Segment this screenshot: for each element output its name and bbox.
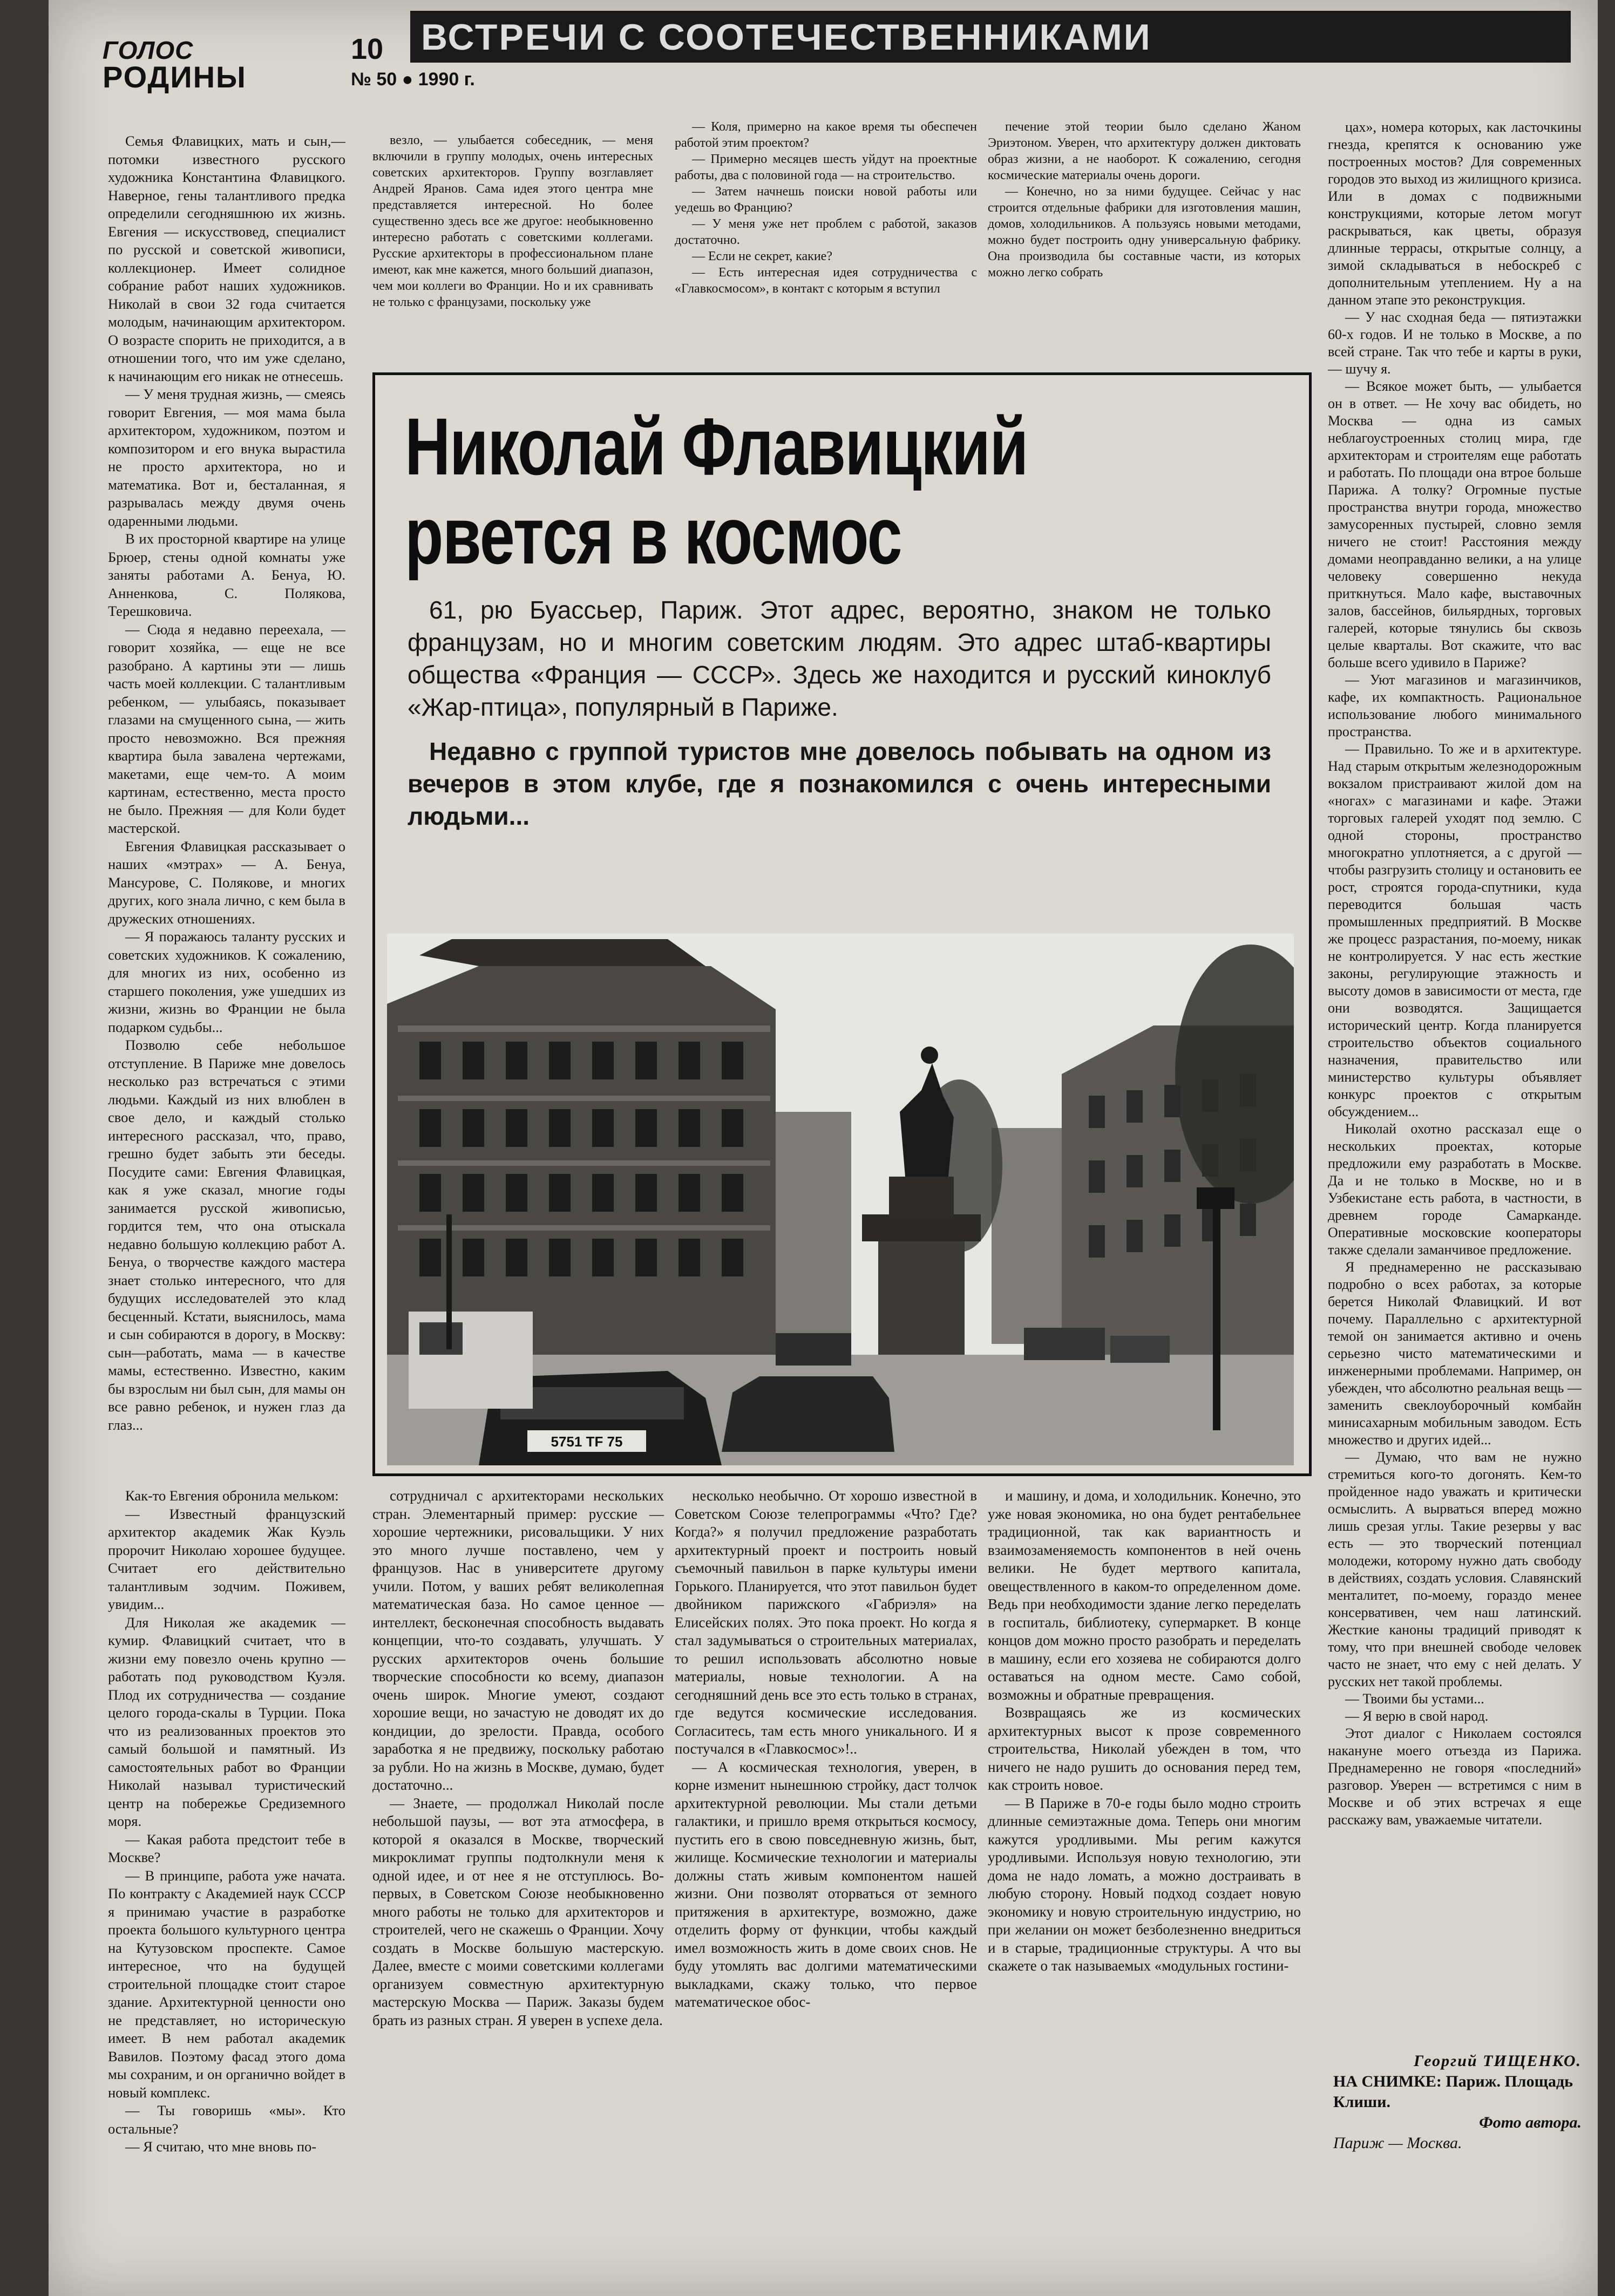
- paragraph: — Известный французский архитектор академик Жак Куэль пророчит Николаю хорошее будущее. Считает его действительно талантливым зодчим. Поживем, увидим...: [108, 1505, 345, 1612]
- photo-caption: НА СНИМКЕ: Париж. Площадь Клиши.: [1333, 2073, 1573, 2111]
- paragraph: — У меня уже нет проблем с работой, заказов достаточно.: [675, 217, 977, 247]
- logo-line2: РОДИНЫ: [103, 60, 247, 94]
- paragraph: — Твоими бы устами...: [1345, 1691, 1484, 1707]
- column-1-top: [108, 132, 345, 1476]
- paragraph: — Правильно. То же и в архитектуре. Над старым открытым железнодорожным вокзалом пристраивают жилой дом на «ногах» с магазинами и кафе. Этажи торговых галерей уходят под землю. С одной стороны, пространство многократно уплотняется, а с другой — чтобы разгрузить столицу и остановить ее рост, строятся города-спутники, куда переводится большая часть промышленных предприятий. В Москве же процесс разрастания, по-моему, никак не контролируется. У нас есть жесткие законы, регулирующие этажность и высоту домов в зависимости от места, где они возводятся. Защищается исторический центр. Когда планируется строительство объектов социального назначения, правительство или министерство культуры объявляет конкурс проектов с открытым обсуждением...: [1328, 741, 1582, 1119]
- paragraph: Возвращаясь же из космических архитектурных высот к прозе современного строительства, Николай убежден в том, что ничего не надо рушить до основания перед тем, как строить новое.: [988, 1704, 1301, 1793]
- column-4-top: [988, 119, 1301, 359]
- column-1-bottom: [108, 1487, 345, 2232]
- license-plate: 5751 TF 75: [551, 1434, 623, 1450]
- page-number: 10: [351, 33, 384, 65]
- logo-line1: ГОЛОС: [103, 36, 194, 64]
- paragraph: Семья Флавицких, мать и сын,— потомки известного русского художника Константина Флавицкого. Наверное, гены талантливого предка определили сегодняшнюю их жизнь. Евгения — искусствовед, специалист по русской и советской живописи, коллекционер. Имеет солидное собрание работ наших художников. Николай в свои 32 года считается молодым, начинающим архитектором. О возрасте спорить не приходится, а в отношении того, что им уже сделано, к начинающим его никак не отнесешь.: [108, 133, 345, 384]
- paragraph: — А космическая технология, уверен, в корне изменит нынешнюю стройку, даст толчок архитектурной революции. Мы стали детьми галактики, и пришло время открыться космосу, пустить его в свою повседневную жизнь, быт, жилище. Космические технологии и материалы должны стать живым компонентом нашей жизни. Они позволят оторваться от земного притяжения в архитектуре, возможно, даже отделить форму от функции, чтобы каждый имел возможность жить в доме своих снов. Не буду утомлять вас долгими математическими выкладками, скажу только, что первое математическое обос-: [675, 1758, 977, 2010]
- column-2-bottom: [372, 1487, 664, 2232]
- paragraph: цах», номера которых, как ласточкины гнезда, крепятся к основанию уже построенных мостов? Для современных городов это выход из жилищного кризиса. Или в домах с подвижными конструкциями, которые летом могут раскрываться, как цветы, образуя длинные террасы, открытые солнцу, а зимой складываться в небоскреб с дополнительным утеплением. Ну а на данном этапе это реконструкция.: [1328, 119, 1582, 308]
- paragraph: — Я верю в свой народ.: [1345, 1708, 1489, 1724]
- paragraph: — Сюда я недавно переехала, — говорит хозяйка, — еще не все разобрано. А картины эти — лишь часть моей коллекции. С талантливым ребенком, — улыбаясь, показывает глазами на смущенного сына, — жить просто невозможно. Вся прежняя квартира была завалена чертежами, макетами, еще чем-то. А моим картинам, естественно, места просто не было. Прежняя — для Коли будет мастерской.: [108, 621, 345, 836]
- paragraph: — Конечно, но за ними будущее. Сейчас у нас строится отдельные фабрики для изготовления машин, домов, холодильников. А пользуясь новыми методами, можно будет построить одну универсальную фабрику. Она производила бы составные части, из которых можно легко собрать: [988, 185, 1301, 280]
- paragraph: Я преднамеренно не рассказываю подробно о всех работах, за которые берется Николай Флавицкий. И вот почему. Параллельно с архитектурной темой он занимается активно и очень серьезно чисто математическими и инженерными проблемами. Например, он убежден, что абсолютно реальная вещь — заменить свеклоуборочный комбайн минисахарным мобильным заводом. Есть множество и других идей...: [1328, 1259, 1582, 1448]
- paragraph: — Уют магазинов и магазинчиков, кафе, их компактность. Рациональное использование любого минимального пространства.: [1328, 672, 1582, 739]
- paragraph: сотрудничал с архитекторами нескольких стран. Элементарный пример: русские — хорошие чертежники, рисовальщики. У них это много лучше поставлено, чем у французов. Нас в университете другому учили. Потом, у ваших ребят великолепная математическая база. Но самое ценное — интеллект, бесконечная способность выдавать концепции, что-то создавать, улучшать. У русских архитекторов очень большие творческие способности ко всему, диапазон очень широк. Многие умеют, создают хорошие вещи, но зачастую не доводят их до кондиции, до зрелости. Правда, особого заработка я не предвижу, поскольку работаю за рубли. Но на жизнь в Москве, думаю, будет достаточно...: [372, 1487, 664, 1793]
- paragraph: и машину, и дома, и холодильник. Конечно, это уже новая экономика, но она будет рентабельнее традиционной, так как вариантность и взаимозаменяемость компонентов в ней очень велики. Не будет мертвого капитала, овеществленного в каком-то определенном доме. Ведь при необходимости здание легко переделать в госпиталь, библиотеку, супермаркет. В конце концов дом можно просто разобрать и переделать в машину, если его хозяева не собираются долго оставаться на одном месте. Само собой, возможны и обратные превращения.: [988, 1487, 1301, 1703]
- paragraph: — Примерно месяцев шесть уйдут на проектные работы, два с половиной года — на строительство.: [675, 152, 977, 182]
- paragraph: — Я поражаюсь таланту русских и советских художников. К сожалению, для многих из них, особенно из старшего поколения, уже ушедших из жизни, жизнь во Франции не была подарком судьбы...: [108, 928, 345, 1035]
- lead-paragraph-1: 61, рю Буассьер, Париж. Этот адрес, вероятно, знаком не только французам, но и многим советским людям. Это адрес штаб-квартиры общества «Франция — СССР». Здесь же находится и русский киноклуб «Жар-птица», популярный в Париже.: [408, 596, 1271, 721]
- photo-credit: Фото автора.: [1479, 2114, 1582, 2131]
- headline-line2: рвется в космос: [405, 490, 902, 581]
- paragraph: печение этой теории было сделано Жаном Эриэтоном. Уверен, что архитектуру должен диктовать образ жизни, а не наоборот. К сожалению, сегодня космические материалы очень дороги.: [988, 120, 1301, 182]
- byline-block: [1333, 2051, 1582, 2154]
- column-2-top: [372, 132, 653, 359]
- issue-number: № 50 ● 1990 г.: [351, 69, 475, 90]
- paragraph: Позволю себе небольшое отступление. В Париже мне довелось несколько раз встречаться с этими людьми. Каждый из них влюблен в свое дело, и каждый столько интересного рассказал, что, право, грешно будет забыть эти беседы. Посудите сами: Евгения Флавицкая, как я уже сказал, многие годы занимается русской живописью, гордится тем, что она отыскала недавно большую коллекцию работ А. Бенуа, о творчестве каждого мастера знает столько интересного, что для будущих исследователей это клад бесценный. Кстати, выяснилось, мама и сын собираются в дорогу, в Москву: сын—работать, мама — в качестве мамы, естественно. Известно, каким бы взрослым ни был сын, для мамы он все равно ребенок, и нужен глаз да глаз...: [108, 1037, 345, 1433]
- rubric-banner: [410, 11, 1571, 63]
- paragraph: — Всякое может быть, — улыбается он в ответ. — Не хочу вас обидеть, но Москва — одна из самых неблагоустроенных столиц мира, где архитекторам и строителям еще работать и работать. По площади она втрое больше Парижа. А толку? Огромные пустые пространства внутри города, множество замусоренных пустырей, словно земля ничего не стоит! Расстояния между домами неоправданно велики, а на улице человеку совершенно некуда приткнуться. Мало кафе, выставочных залов, бассейнов, бильярдных, торговых галерей, которые тянулись бы сквозь целые кварталы. Вот скажите, что вас больше всего удивило в Париже?: [1328, 378, 1582, 670]
- newspaper-page: [49, 0, 1598, 2296]
- paragraph: — У нас сходная беда — пятиэтажки 60-х годов. И не только в Москве, а по всей стране. Так что тебе и карты в руки, — шучу я.: [1328, 309, 1582, 377]
- paragraph: — У меня трудная жизнь, — смеясь говорит Евгения, — моя мама была архитектором, художником, поэтом и композитором и его внука вырастила не просто архитектора, но и математика. Вот и, бесталанная, я разрывалась между двумя очень одаренными людьми.: [108, 386, 345, 529]
- column-3-top: [675, 119, 977, 359]
- paragraph: Николай охотно рассказал еще о нескольких проектах, которые предложили ему разработать в Москве. Да и не только в Москве, но и в Узбекистане есть работа, в частности, в древнем городе Самарканде. Оперативные московские кооператоры также сделали заманчивое предложение.: [1328, 1121, 1582, 1258]
- photo-place-clichy: [387, 934, 1294, 1465]
- paragraph: — Есть интересная идея сотрудничества с «Главкосмосом», в контакт с которым я вступил: [675, 266, 977, 296]
- paragraph: Евгения Флавицкая рассказывает о наших «мэтрах» — А. Бенуа, Мансурове, С. Полякове, и многих других, кого знала лично, с кем была в дружеских отношениях.: [108, 838, 345, 927]
- paragraph: — Какая работа предстоит тебе в Москве?: [108, 1831, 345, 1865]
- article-headline: [405, 402, 1087, 580]
- col2-top-text: везло, — улыбается собеседник, — меня включили в группу молодых, очень интересных советских архитекторов. Группу возглавляет Андрей Яранов. Сама идея этого центра мне представляется интересной. Но более существенно здесь все же другое: необыкновенно интересно работать с советскими коллегами. Русские архитекторы в профессиональном плане имеют, как мне кажется, много больший диапазон, чем мои коллеги во Франции. Но и их сравнивать не только с французами, поскольку уже: [372, 133, 653, 309]
- author-name: Георгий ТИЩЕНКО.: [1414, 2052, 1582, 2070]
- paragraph: Как-то Евгения обронила мельком:: [125, 1487, 339, 1504]
- headline-line1: Николай Флавицкий: [405, 401, 1028, 492]
- paragraph: Этот диалог с Николаем состоялся накануне моего отъезда из Парижа. Преднамеренно не говоря «последний» разговор. Уверен — встретимся с ним в Москве и об этих встречах я еще расскажу вам, уважаемые читатели.: [1328, 1726, 1582, 1828]
- paragraph: — Ты говоришь «мы». Кто остальные?: [108, 2102, 345, 2137]
- paragraph: Для Николая же академик — кумир. Флавицкий считает, что в жизни ему повезло очень крупно — работать под руководством Куэля. Плод их сотрудничества — создание целого города-скалы в Турции. Пока что из реализованных проектов это самый большой и памятный. Из самостоятельных работ во Франции Николай называл туристический центр на побережье Средиземного моря.: [108, 1614, 345, 1829]
- column-5: [1328, 119, 1582, 2040]
- paragraph: — Думаю, что вам не нужно стремиться кого-то догонять. Кем-то пройденное надо уважать и критически осмыслить. А вырваться вперед можно лишь срезая углы. Такие резервы у вас есть — это творческий потенциал молодежи, которому нужно дать свободу в действиях, создать условия. Славянский менталитет, по-моему, гораздо менее консервативен, чем наш латинский. Жесткие каноны традиций приводят к тому, что при внешней свободе человек часто не знает, что ему с ней делать. У русских нет такой проблемы.: [1328, 1449, 1582, 1689]
- paragraph: — Коля, примерно на какое время ты обеспечен работой этим проектом?: [675, 120, 977, 150]
- paragraph: — Если не секрет, какие?: [692, 249, 832, 263]
- paragraph: — Я считаю, что мне вновь по-: [125, 2138, 317, 2155]
- paragraph: — В принципе, работа уже начата. По контракту с Академией наук СССР я принимаю участие в разработке проекта большого культурного центра на Кутузовском проспекте. Самое интересное, что на будущей строительной площадке стоит старое здание. Архитектурной ценности оно не представляет, но историческую имеет. В нем работал академик Вавилов. Поэтому фасад этого дома мы сохраним, и он органично войдет в новый комплекс.: [108, 1867, 345, 2101]
- column-4-bottom: [988, 1487, 1301, 2237]
- column-3-bottom: [675, 1487, 977, 2232]
- dateline: Париж — Москва.: [1333, 2134, 1462, 2152]
- paragraph: несколько необычно. От хорошо известной в Советском Союзе телепрограммы «Что? Где? Когда?» я получил предложение разработать архитектурный проект и построить новый съемочный павильон в парке культуры имени Горького. Планируется, что этот павильон будет двойником парижского «Габриэля» на Елисейских полях. Это пока проект. Но когда я стал задумываться о строительных материалах, то решил использовать абсолютно новые материалы, новые технологии. А на сегодняшний день все это есть только в странах, где ведутся космические исследования. Согласитесь, там есть много уникального. И я постучался в «Главкосмос»!..: [675, 1487, 977, 1757]
- headline-box: [372, 372, 1312, 1476]
- paragraph: — Знаете, — продолжал Николай после небольшой паузы, — вот эта атмосфера, в которой я оказался в Москве, творческий микроклимат группы подтолкнули меня к одной идее, и от нее я не отступлюсь. Во-первых, в Советском Союзе необыкновенно много работы не только для архитекторов и строителей, чего не скажешь о Франции. Хочу создать в Москве большую мастерскую. Далее, вместе с моими советскими коллегами организуем совместную архитектурную мастерскую Москва — Париж. Заказы будем брать из разных стран. Я уверен в успехе дела.: [372, 1795, 664, 2028]
- paragraph: — В Париже в 70-е годы было модно строить длинные семиэтажные дома. Теперь они многим кажутся уродливыми. Мы регим кажутся уродливыми. Используя новую технологию, эти дома не надо ломать, а можно достраивать в любую сторону. Новый подход создает новую экономику и новую строительную индустрию, но при желании он может безболезненно внедриться и в старые, традиционные структуры. А что вы скажете о так называемых «модульных гостини-: [988, 1795, 1301, 1974]
- masthead: [103, 11, 1560, 92]
- newspaper-logo: [103, 36, 247, 94]
- lead-paragraph-2: Недавно с группой туристов мне довелось побывать на одном из вечеров в этом клубе, где я познакомился с очень интересными людьми...: [408, 737, 1271, 830]
- rubric-title: ВСТРЕЧИ С СООТЕЧЕСТВЕННИКАМИ: [421, 17, 1152, 58]
- paragraph: В их просторной квартире на улице Брюер, стены одной комнаты уже заняты работами А. Бенуа, Ю. Анненкова, С. Полякова, Терешковича.: [108, 531, 345, 619]
- paragraph: — Затем начнешь поиски новой работы или уедешь во Францию?: [675, 185, 977, 215]
- article-lead: [408, 594, 1271, 844]
